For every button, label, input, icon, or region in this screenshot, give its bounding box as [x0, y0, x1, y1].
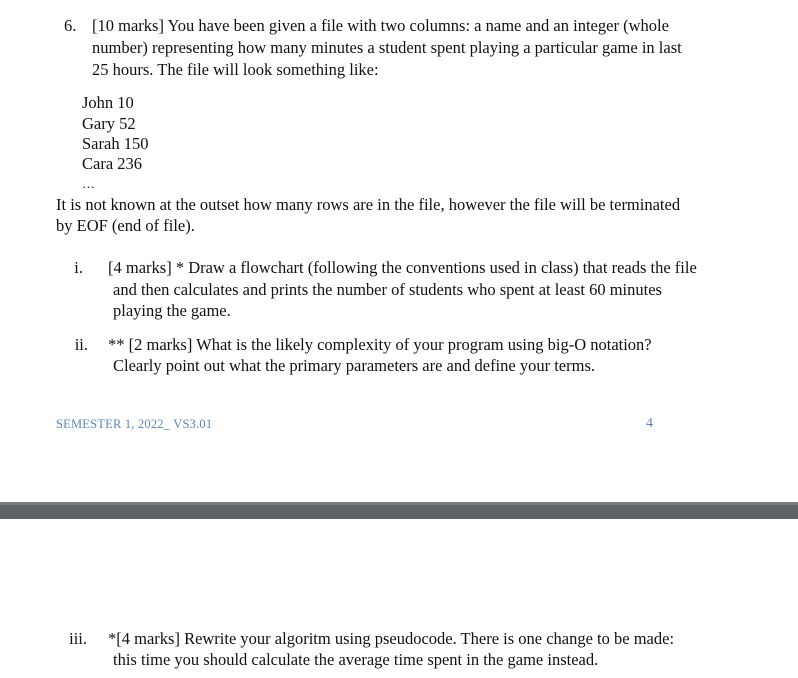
part-text-line: *[4 marks] Rewrite your algoritm using pseudocode. There is one change to be made:: [108, 629, 675, 648]
question-text-line: [10 marks] You have been given a file with two columns: a name and an integer (whole: [92, 16, 669, 35]
part-text-line: playing the game.: [113, 301, 231, 320]
part-text-line: Clearly point out what the primary parameters are and define your terms.: [113, 356, 595, 375]
part-label: ii.: [74, 335, 88, 354]
page-footer: SEMESTER 1, 2022_ VS3.01: [56, 417, 213, 431]
question-text-line: 25 hours. The file will look something like:: [92, 60, 379, 79]
question-text-line: number) representing how many minutes a student spent playing a particular game in last: [92, 38, 682, 57]
sample-row: John 10: [82, 93, 134, 112]
eof-note-line: It is not known at the outset how many rows are in the file, however the file will be terminated: [56, 195, 681, 214]
part-label: iii.: [69, 629, 87, 648]
eof-note-line: by EOF (end of file).: [56, 216, 195, 235]
part-text-line: [4 marks] * Draw a flowchart (following the conventions used in class) that reads the file: [108, 258, 697, 277]
page-number: 4: [646, 416, 653, 431]
sample-row: Gary 52: [82, 114, 136, 133]
part-text-line: this time you should calculate the average time spent in the game instead.: [113, 650, 599, 669]
page-separator: [0, 502, 798, 519]
sample-row: Sarah 150: [82, 134, 149, 153]
question-number: 6.: [64, 16, 77, 35]
part-label: i.: [74, 258, 83, 277]
sample-ellipsis: …: [82, 176, 95, 191]
part-text-line: and then calculates and prints the number of students who spent at least 60 minutes: [113, 280, 662, 299]
part-text-line: ** [2 marks] What is the likely complexity of your program using big-O notation?: [108, 335, 652, 354]
sample-row: Cara 236: [82, 154, 143, 173]
